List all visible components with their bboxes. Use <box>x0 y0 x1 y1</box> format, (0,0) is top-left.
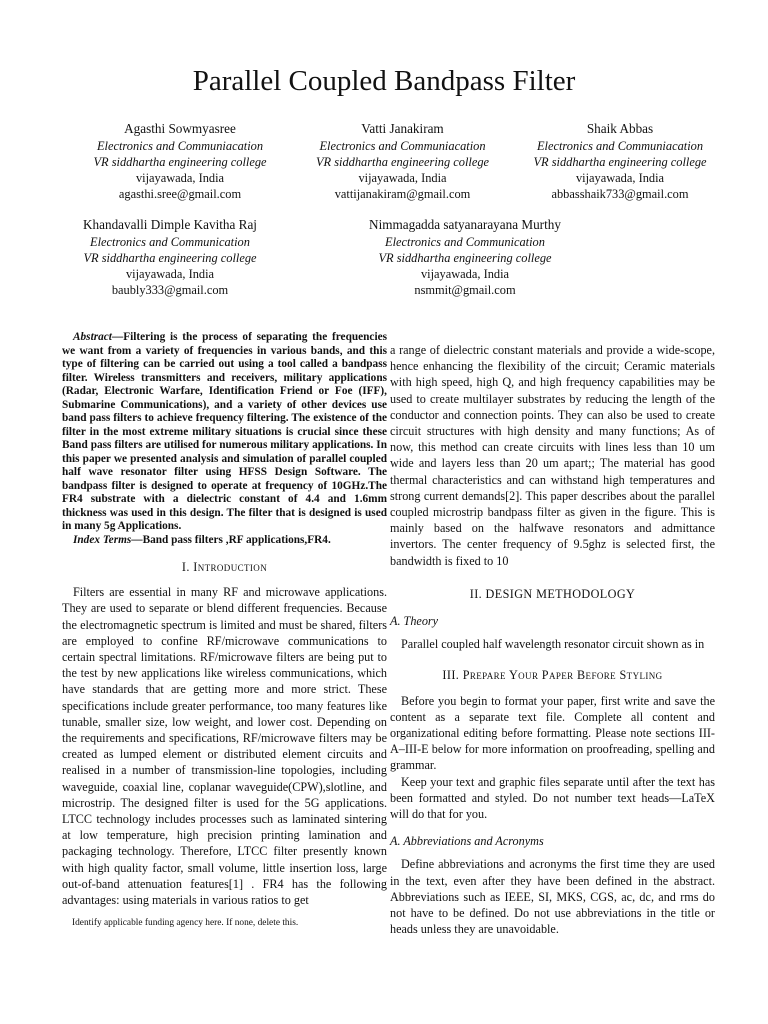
author-name: Agasthi Sowmyasree <box>124 121 236 136</box>
right-column <box>390 342 715 938</box>
abbreviations-paragraph: Define abbreviations and acronyms the first time they are used in the text, even after they have been defined in the abstract. Abbreviations such as IEEE, SI, MKS, CGS, ac, dc, and rms do not have to be defined. Do not use abbreviations in the title or heads unless they are unavoidable. <box>390 857 715 937</box>
section-heading-introduction: I. Introduction <box>181 560 268 574</box>
author-block <box>280 120 525 202</box>
author-dept: Electronics and Communiacation <box>319 139 486 153</box>
index-terms-text: —Band pass filters ,RF applications,FR4. <box>131 533 331 546</box>
subsection-heading-abbreviations: A. Abbreviations and Acronyms <box>390 834 544 849</box>
author-block <box>500 120 740 202</box>
index-terms <box>62 534 387 548</box>
author-college: VR siddhartha engineering college <box>83 251 257 265</box>
author-dept: Electronics and Communiacation <box>536 139 704 153</box>
abstract-text: —Filtering is the process of separating the frequencies we want from a variety of frequencies in various bands, and this type of filtering can be carried out using a tool called a bandpass filter. Wireless transmitters and receivers, military applications (Radar, Electronic Warfare, Identification Friend or Foe (IFF), Submarine Communications), and a variety of other devices use band pass filters to achieve frequency filtering. The existence of the filter in the most extreme military situations is crucial since these Band pass filters are utilised for numerous military applications. In this paper we presented analysis and simulation of parallel coupled half wave resonator filter using HFSS Design Software. The bandpass filter is designed to operate at frequency of 10GHz.The FR4 substrate with a dielectric constant of 4.4 and 1.6mm thickness was used in this design. The filter that is designed is used in many 5g Applications. <box>62 331 387 532</box>
intro-paragraph-continued: a range of dielectric constant materials and provide a wide-scope, hence enhancing the flexibility of the circuit; Ceramic materials with high speed, high Q, and high frequency capabilities may be used to create multilayer substrates by reducing the length of the conductor and connection points. They can also be used to create circuit structures with high density and many functions; As of now, this method can create circuits with lines less than 10 um wide and layers less than 20 um apart;; The material has good thermal characteristics and can withstand high temperatures and strong current demands[2]. This paper describes about the parallel coupled microstrip bandpass filter as given in the figure. This is mainly based on the halfwave resonators and admittance invertors. The center frequency of 9.5ghz is selected first, the bandwidth is fixed to 10 <box>390 343 715 568</box>
section-heading-prepare: III. Prepare Your Paper Before Styling <box>442 668 663 683</box>
left-column <box>62 331 387 908</box>
author-city: vijayawada, India <box>135 171 225 185</box>
author-email: abbasshaik733@gmail.com <box>551 187 689 201</box>
author-city: vijayawada, India <box>420 267 510 281</box>
intro-paragraph: Filters are essential in many RF and microwave applications. They are used to separate or blend different frequencies. Because the electromagnetic spectrum is limited and must be shared, filters are employed to confine RF/microwave communications to certain spectral limitations. RF/microwave filters are being put to the test by new applications like wireless communications, which have standards that are getting more and more strict. These specifications include greater performance, too many features like tunable, smaller size, low weight, and lower cost. Depending on the requirements and specifications, RF/microwave filters may be created as lumped element or distributed element circuits and realised in a number of transmission-line topologies, including waveguide, coaxial line, coplanar waveguide(CPW),slotline, and microstrip. The designed filter is used for the 5G applications. LTCC technology includes processes such as laminated sintering at low temperature, high precision printing lamination and packaging technology. Therefore, LTCC filter presently known with high quality factor, small volume, little insertion loss, large out-of-band attenuation features[1] . FR4 has the following advantages: using materials in various ratios to get <box>62 585 387 908</box>
prepare-paragraph-2: Keep your text and graphic files separate until after the text has been formatted and styled. Do not number text heads—LaTeX will do that for you. <box>390 774 715 822</box>
author-dept: Electronics and Communication <box>385 235 545 249</box>
author-email: nsmmit@gmail.com <box>414 283 516 297</box>
theory-paragraph: Parallel coupled half wavelength resonator circuit shown as in <box>401 637 705 652</box>
author-college: VR siddhartha engineering college <box>533 155 707 169</box>
author-college: VR siddhartha engineering college <box>315 155 490 169</box>
author-dept: Electronics and Communiacation <box>96 139 264 153</box>
subsection-heading-theory: A. Theory <box>390 614 439 629</box>
abstract <box>62 331 387 534</box>
author-city: vijayawada, India <box>575 171 665 185</box>
author-city: vijayawada, India <box>125 267 215 281</box>
author-college: VR siddhartha engineering college <box>93 155 267 169</box>
paper-title: Parallel Coupled Bandpass Filter <box>192 65 576 97</box>
index-terms-label: Index Terms <box>73 533 132 546</box>
author-name: Khandavalli Dimple Kavitha Raj <box>83 217 257 232</box>
author-college: VR siddhartha engineering college <box>378 251 552 265</box>
abstract-label: Abstract <box>73 331 112 343</box>
author-email: vattijanakiram@gmail.com <box>334 187 471 201</box>
author-email: agasthi.sree@gmail.com <box>118 187 242 201</box>
author-block <box>330 216 600 298</box>
prepare-paragraph: Before you begin to format your paper, first write and save the content as a separate text file. Complete all content and organizational editing before formatting. Please note sections III-A–III-E below for more information on proofreading, spelling and grammar. <box>390 693 715 773</box>
author-dept: Electronics and Communication <box>90 235 250 249</box>
author-name: Nimmagadda satyanarayana Murthy <box>369 217 561 232</box>
author-block <box>60 120 300 202</box>
author-block <box>50 216 290 298</box>
author-name: Vatti Janakiram <box>361 121 444 136</box>
section-heading-design: II. DESIGN METHODOLOGY <box>469 586 636 601</box>
funding-footnote: Identify applicable funding agency here. If none, delete this. <box>72 918 299 928</box>
author-email: baubly333@gmail.com <box>111 283 229 297</box>
author-city: vijayawada, India <box>358 171 447 185</box>
author-name: Shaik Abbas <box>586 121 654 136</box>
